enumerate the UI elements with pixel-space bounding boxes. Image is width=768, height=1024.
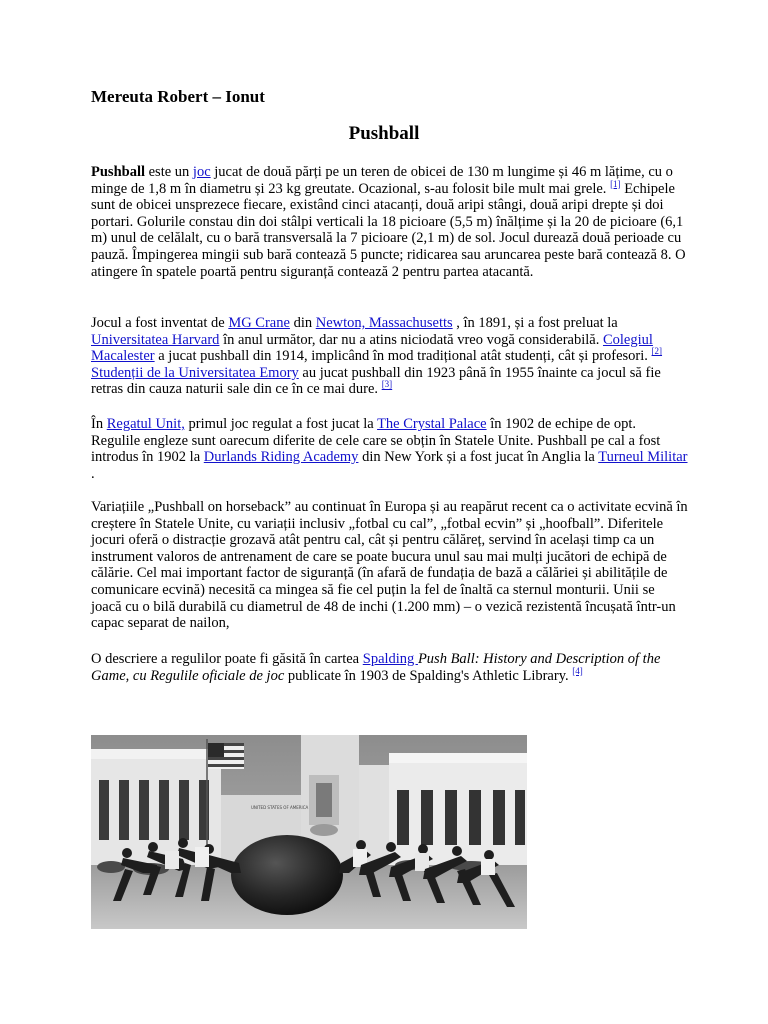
text-run: primul joc regulat a fost jucat la	[184, 416, 378, 432]
text-run: din New York și a fost jucat în Anglia la	[358, 449, 599, 466]
paragraph-uk	[91, 416, 688, 482]
text-run: În	[91, 416, 107, 432]
link-macalester[interactable]: Colegiul Macalester	[91, 331, 653, 365]
author-name: Mereuta Robert – Ionut	[91, 87, 265, 106]
lead-term: Pushball	[91, 164, 145, 180]
text-run: O descriere a regulilor poate fi găsită în cartea	[91, 651, 363, 667]
text-run: Echipele sunt de obicei unsprezece fiecare, existând cinci atacanți, două aripi stângi, două aripi drepte și doi portari. Golurile constau din doi stâlpi verticali la 18 picioare (5,5 m) înălțime și la 20 de picioare (6,1 m) unul de celălalt, cu o bară transversală la 7 picioare (2,1 m) de sol. Jocul durează două perioade cu pauză. Împingerea mingii sub bară contează 5 puncte; ridicarea sau aruncarea peste bară contează 8. O atingere în spatele poartă pentru siguranță contează 2 pentru partea atacantă.	[91, 180, 686, 280]
link-durlands[interactable]: Durlands Riding Academy	[203, 449, 359, 466]
link-newton[interactable]: Newton, Massachusetts	[315, 315, 453, 331]
text-run: jucat de două părți pe un teren de obicei de 130 m lungime și 46 m lățime, cu o minge de 1,8 m în diametru și 23 kg greutate. Ocazional, s-au folosit bile mult mai grele.	[91, 164, 673, 197]
link-mg-crane[interactable]: MG Crane	[228, 315, 290, 331]
ref-link-1[interactable]: [1]	[610, 178, 621, 189]
flag	[208, 743, 244, 769]
paragraph-variations: Variațiile „Pushball on horseback” au continuat în Europa și au reapărut recent ca o activitate ecvină în creștere în Statele Unite, cu variații inclusiv „fotbal cu cal”, „fotbal ecvin” și „hoofball”. Diferitele jocuri oferă o distracție grozavă atât pentru cal, cât și pentru călăreț, servind în același timp ca un instrument valoros de antrenament de care se poate bucura unul sau mai mulți jucători de echipă de călărie. Cel mai important factor de siguranță (în afară de fundația de bază a călăriei și abilitățile de comunicare ecvină) necesită ca mingea să fie cel puțin la fel de înaltă ca sternul monturii. Unii se joacă cu o bilă durabilă cu diametrul de 48 de inchi (1.200 mm) – o vezică rezistentă încușată într-un capac separat de nailon,	[91, 499, 688, 632]
link-emory[interactable]: Studenții de la Universitatea Emory	[91, 364, 299, 381]
building-sign: UNITED STATES OF AMERICA	[251, 805, 309, 810]
text-run: în 1902 de echipe de opt. Regulile engleze sunt oarecum diferite de cele care se obțin în Statele Unite. Pushball pe cal a fost introdus în 1902 la	[91, 416, 661, 466]
book-title: Push Ball: History and Description of the Game, cu Regulile oficiale de joc	[91, 651, 661, 684]
paragraph-intro	[91, 164, 688, 280]
ref-link-2[interactable]: [2]	[651, 346, 663, 357]
link-turneul-militar[interactable]: Turneul Militar	[598, 449, 688, 466]
text-run: Jocul a fost inventat de	[91, 315, 229, 331]
link-joc[interactable]: joc	[192, 164, 211, 180]
pushball-ball	[231, 835, 343, 915]
paragraph-rules	[91, 651, 688, 684]
text-run: publicate în 1903 de Spalding's Athletic Library.	[284, 667, 573, 684]
link-spalding[interactable]: Spalding	[362, 651, 418, 667]
link-crystal-palace[interactable]: The Crystal Palace	[377, 416, 487, 432]
pushball-photo	[91, 735, 527, 929]
ref-link-4[interactable]: [4]	[572, 665, 583, 676]
link-regatul-unit[interactable]: Regatul Unit,	[106, 416, 185, 432]
link-harvard[interactable]: Universitatea Harvard	[91, 331, 220, 348]
text-run: în anul următor, dar nu a atins niciodată vreo vogă considerabilă.	[219, 331, 603, 348]
text-run: au jucat pushball din 1923 până în 1955 înainte ca jocul să fie retras din cauza naturii sale din ce în ce mai dure.	[91, 364, 661, 398]
text-run: din	[289, 315, 316, 331]
ref-link-3[interactable]: [3]	[381, 379, 393, 390]
page-title: Pushball	[348, 123, 420, 144]
text-run: a jucat pushball din 1914, implicând în mod tradițional atât studenți, cât și profesori.	[154, 348, 652, 365]
paragraph-history	[91, 315, 688, 398]
text-run: este un	[145, 164, 193, 180]
text-run: .	[91, 465, 95, 482]
text-run: , în 1891, și a fost preluat la	[452, 315, 618, 331]
